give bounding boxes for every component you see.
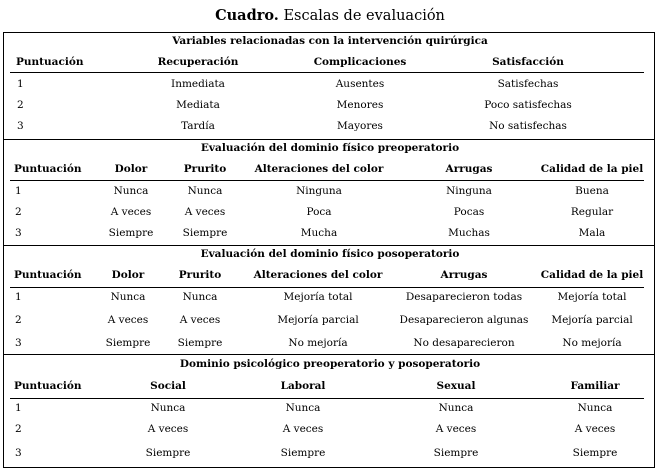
table-cell: Nunca: [150, 402, 186, 414]
table-cell: Mejoría total: [283, 291, 353, 303]
header-rule: [10, 287, 644, 288]
table-cell: Inmediata: [171, 78, 225, 90]
section-divider: [3, 354, 655, 355]
table-cell: A veces: [110, 206, 152, 218]
column-header: Laboral: [280, 380, 326, 392]
table-cell: Nunca: [285, 402, 321, 414]
score-cell: 3: [15, 447, 22, 459]
table-cell: A veces: [179, 314, 221, 326]
section-divider: [3, 139, 655, 140]
score-cell: 1: [15, 402, 22, 414]
table-cell: Ausentes: [335, 78, 385, 90]
score-cell: 2: [15, 206, 22, 218]
table-cell: No satisfechas: [489, 120, 567, 132]
column-header: Puntuación: [14, 380, 82, 392]
score-cell: 3: [17, 120, 24, 132]
table-cell: Muchas: [448, 227, 490, 239]
section-divider: [3, 245, 655, 246]
column-header: Calidad de la piel: [540, 163, 644, 175]
table-cell: Siempre: [108, 227, 154, 239]
table-cell: No mejoría: [562, 337, 622, 349]
table-cell: Mala: [578, 227, 606, 239]
table-cell: A veces: [282, 423, 324, 435]
table-cell: Siempre: [177, 337, 223, 349]
section-title: Dominio psicológico preoperatorio y posoperatorio: [179, 358, 481, 370]
table-cell: Nunca: [438, 402, 474, 414]
caption-label: Cuadro.: [215, 7, 279, 24]
table-cell: Ninguna: [296, 185, 342, 197]
table-cell: Buena: [575, 185, 609, 197]
column-header: Dolor: [114, 163, 148, 175]
table-cell: Siempre: [182, 227, 228, 239]
column-header: Arrugas: [440, 269, 488, 281]
table-cell: Mejoría parcial: [277, 314, 359, 326]
table-cell: Mejoría total: [557, 291, 627, 303]
table-cell: Regular: [570, 206, 614, 218]
table-cell: Nunca: [187, 185, 223, 197]
column-header: Alteraciones del color: [253, 269, 383, 281]
column-header: Complicaciones: [313, 56, 407, 68]
score-cell: 2: [15, 314, 22, 326]
table-cell: No desaparecieron: [413, 337, 515, 349]
table-cell: No mejoría: [288, 337, 348, 349]
table-cell: A veces: [147, 423, 189, 435]
table-cell: A veces: [435, 423, 477, 435]
table-cell: Siempre: [572, 447, 618, 459]
table-cell: Siempre: [433, 447, 479, 459]
caption-text: Escalas de evaluación: [283, 8, 445, 24]
table-cell: Siempre: [280, 447, 326, 459]
header-rule: [10, 72, 644, 73]
table-cell: A veces: [184, 206, 226, 218]
table-cell: Siempre: [145, 447, 191, 459]
table-cell: Nunca: [577, 402, 613, 414]
header-rule: [10, 398, 644, 399]
table-cell: Mucha: [300, 227, 338, 239]
column-header: Social: [150, 380, 186, 392]
table-cell: Nunca: [110, 291, 146, 303]
table-cell: Poca: [306, 206, 332, 218]
column-header: Recuperación: [157, 56, 239, 68]
column-header: Dolor: [111, 269, 145, 281]
column-header: Satisfacción: [492, 56, 564, 68]
table-cell: Desaparecieron todas: [405, 291, 523, 303]
column-header: Familiar: [570, 380, 620, 392]
table-cell: Mejoría parcial: [551, 314, 633, 326]
score-cell: 2: [17, 99, 24, 111]
table-cell: Tardía: [181, 120, 215, 132]
score-cell: 1: [15, 291, 22, 303]
score-cell: 1: [17, 78, 24, 90]
table-cell: A veces: [107, 314, 149, 326]
column-header: Calidad de la piel: [540, 269, 644, 281]
table-cell: A veces: [574, 423, 616, 435]
column-header: Sexual: [436, 380, 476, 392]
score-cell: 1: [15, 185, 22, 197]
table-cell: Desaparecieron algunas: [399, 314, 529, 326]
table-cell: Mediata: [176, 99, 220, 111]
table-cell: Menores: [336, 99, 384, 111]
column-header: Puntuación: [14, 269, 82, 281]
column-header: Puntuación: [14, 163, 82, 175]
table-cell: Ninguna: [446, 185, 492, 197]
column-header: Alteraciones del color: [254, 163, 384, 175]
header-rule: [10, 180, 644, 181]
column-header: Puntuación: [16, 56, 84, 68]
table-cell: Poco satisfechas: [484, 99, 572, 111]
table-cell: Siempre: [105, 337, 151, 349]
section-title: Evaluación del dominio físico preoperatorio: [200, 142, 460, 154]
table-cell: Pocas: [453, 206, 485, 218]
score-cell: 3: [15, 227, 22, 239]
score-cell: 2: [15, 423, 22, 435]
column-header: Prurito: [183, 163, 227, 175]
score-cell: 3: [15, 337, 22, 349]
table-cell: Satisfechas: [497, 78, 559, 90]
section-title: Variables relacionadas con la intervención quirúrgica: [172, 35, 488, 47]
section-title: Evaluación del dominio físico posoperatorio: [200, 248, 460, 260]
table-caption: [0, 7, 660, 24]
column-header: Prurito: [178, 269, 222, 281]
table-cell: Nunca: [182, 291, 218, 303]
table-cell: Nunca: [113, 185, 149, 197]
table-cell: Mayores: [337, 120, 383, 132]
column-header: Arrugas: [445, 163, 493, 175]
